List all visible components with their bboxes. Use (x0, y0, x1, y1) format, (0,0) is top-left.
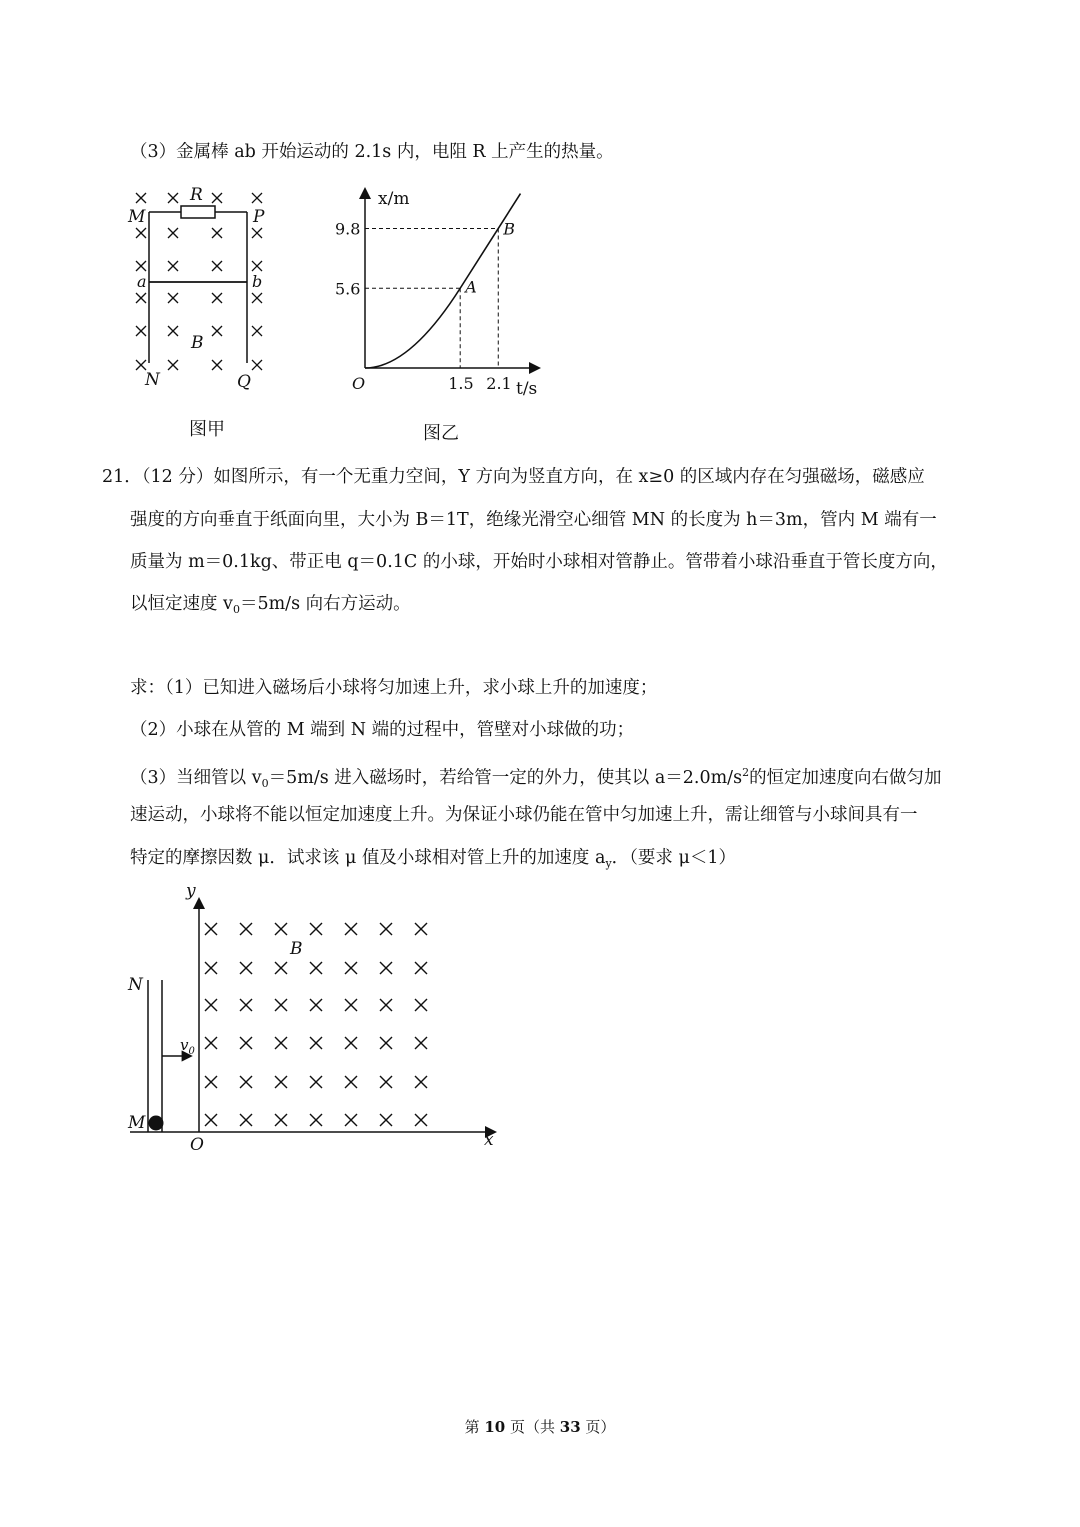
point-label-A: A (465, 277, 477, 297)
field-cross (205, 962, 217, 974)
field-cross (345, 999, 357, 1011)
label-N: N (128, 975, 143, 995)
label-Q: Q (237, 372, 251, 392)
field-cross (168, 326, 178, 336)
field-cross (240, 1114, 252, 1126)
label-v0: $v_0$ (180, 1036, 195, 1057)
field-cross (310, 999, 322, 1011)
x-axis-label: t/s (516, 379, 538, 399)
field-cross (212, 228, 222, 238)
q21-number: 21． (102, 467, 142, 487)
label-N: N (145, 370, 160, 390)
field-cross (275, 962, 287, 974)
field-cross (345, 1037, 357, 1049)
series-line (365, 194, 520, 368)
q21-ask3-line1: （3）当细管以 $v_0=5m/s$ 进入磁场时，若给管一定的外力，使其以 $a=2.0m/s^2$的恒定加速度向右做匀加 (130, 766, 942, 790)
field-cross (136, 360, 146, 370)
q21-line3: 质量为 m＝0.1kg、带正电 q＝0.1C 的小球，开始时小球相对管静止。管带着小球沿垂直于管长度方向， (130, 552, 948, 572)
field-cross (212, 261, 222, 271)
field-cross (345, 923, 357, 935)
field-cross (345, 962, 357, 974)
field-cross (168, 193, 178, 203)
field-cross (310, 962, 322, 974)
field-crosses (205, 923, 427, 1126)
charged-ball (149, 1116, 164, 1131)
field-cross (275, 1114, 287, 1126)
q21-line2: 强度的方向垂直于纸面向里，大小为 B＝1T，绝缘光滑空心细管 MN 的长度为 h＝3m，管内 M 端有一 (130, 510, 937, 530)
field-cross (380, 1037, 392, 1049)
field-cross (205, 1037, 217, 1049)
q21-line1 (102, 465, 925, 489)
field-cross (275, 923, 287, 935)
y-tick-label: 9.8 (335, 219, 361, 239)
field-cross (345, 1076, 357, 1088)
figure-jia (125, 185, 275, 392)
origin-label: O (352, 374, 366, 393)
field-cross (380, 962, 392, 974)
field-cross (415, 923, 427, 935)
x-tick-label: 1.5 (448, 374, 474, 393)
field-cross (168, 228, 178, 238)
q21-line4: 以恒定速度 $v_0=5m/s$ 向右方运动。 (130, 594, 411, 616)
q21-ask3-line2: 速运动，小球将不能以恒定加速度上升。为保证小球仍能在管中匀加速上升，需让细管与小球间具有一 (130, 805, 918, 825)
field-cross (275, 1037, 287, 1049)
field-cross (240, 962, 252, 974)
field-cross (380, 923, 392, 935)
label-M: M (128, 1113, 146, 1133)
field-cross (212, 293, 222, 303)
field-cross (168, 360, 178, 370)
field-cross (415, 1037, 427, 1049)
label-P: P (253, 207, 265, 227)
field-cross (168, 261, 178, 271)
field-cross (136, 261, 146, 271)
label-B: B (191, 333, 204, 353)
caption-yi: 图乙 (423, 423, 459, 444)
field-cross (252, 326, 262, 336)
field-cross (310, 1037, 322, 1049)
field-cross (275, 1076, 287, 1088)
field-cross (380, 999, 392, 1011)
label-M: M (128, 207, 146, 227)
y-axis-label: x/m (378, 189, 410, 209)
label-a: a (137, 272, 147, 291)
figure-yi-chart (330, 180, 560, 400)
x-tick-label: 2.1 (486, 374, 512, 393)
field-cross (275, 999, 287, 1011)
field-cross (240, 1037, 252, 1049)
y-tick-label: 5.6 (335, 279, 361, 299)
field-cross (252, 193, 262, 203)
page-footer: 第 10 页（共 33 页） (464, 1418, 616, 1436)
point-label-B: B (503, 219, 516, 239)
field-cross (212, 360, 222, 370)
field-cross (252, 261, 262, 271)
field-cross (380, 1076, 392, 1088)
field-cross (415, 1114, 427, 1126)
field-cross (168, 293, 178, 303)
field-cross (205, 1114, 217, 1126)
caption-jia: 图甲 (189, 419, 225, 440)
label-O: O (190, 1135, 204, 1155)
field-cross (415, 1076, 427, 1088)
q21-ask1: 求：（1）已知进入磁场后小球将匀加速上升，求小球上升的加速度； (130, 678, 658, 698)
q20-part3-text: （3）金属棒 ab 开始运动的 2.1s 内，电阻 R 上产生的热量。 (130, 142, 614, 162)
page-total: 33 (559, 1418, 581, 1436)
q21-ask3-line3: 特定的摩擦因数 μ．试求该 μ 值及小球相对管上升的加速度 $a_y$．（要求 μ＜1） (130, 848, 736, 870)
field-cross (136, 293, 146, 303)
field-cross (205, 923, 217, 935)
field-cross (345, 1114, 357, 1126)
field-cross (310, 1076, 322, 1088)
q21-ask2: （2）小球在从管的 M 端到 N 端的过程中，管壁对小球做的功； (130, 720, 635, 740)
field-cross (380, 1114, 392, 1126)
resistor-R (181, 206, 215, 218)
field-cross (252, 360, 262, 370)
field-cross (205, 999, 217, 1011)
field-cross (240, 1076, 252, 1088)
field-cross (310, 1114, 322, 1126)
label-B: B (290, 939, 303, 959)
field-cross (415, 962, 427, 974)
field-cross (252, 293, 262, 303)
field-cross (240, 923, 252, 935)
field-cross (252, 228, 262, 238)
field-cross (205, 1076, 217, 1088)
label-y: y (186, 881, 196, 901)
q21-text-1: （12 分）如图所示，有一个无重力空间，Y 方向为竖直方向，在 x≥0 的区域内存在匀强磁场，磁感应 (141, 467, 925, 487)
field-cross (310, 923, 322, 935)
field-cross (240, 999, 252, 1011)
field-cross (212, 326, 222, 336)
figure-tube-field (122, 880, 502, 1160)
field-cross (415, 999, 427, 1011)
label-R: R (190, 185, 203, 205)
field-cross (212, 193, 222, 203)
label-b: b (252, 272, 263, 291)
field-cross (136, 228, 146, 238)
label-x: x (484, 1130, 494, 1150)
field-cross (136, 193, 146, 203)
field-cross (136, 326, 146, 336)
page-number: 10 (484, 1418, 506, 1436)
